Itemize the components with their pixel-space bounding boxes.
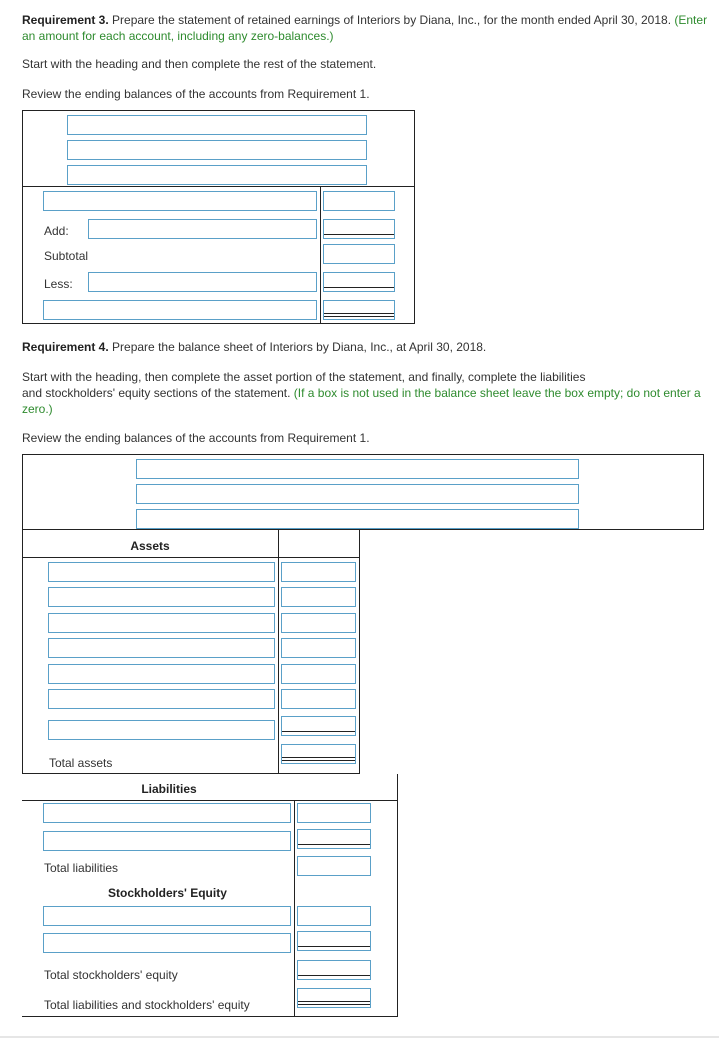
req3-title: Requirement 3. [22,13,109,27]
bs-equity-header: Stockholders' Equity [108,886,227,900]
re-subtotal-amount-input[interactable] [323,244,395,264]
bs-liabilities-right-border [397,774,398,1016]
bs-total-assets-label: Total assets [49,756,113,770]
bs-liabilities-header-divider [22,800,397,801]
bs-assets-header-divider [22,557,360,558]
bs-total-liabilities-label: Total liabilities [44,861,119,875]
req3-text: Prepare the statement of retained earnings of Interiors by Diana, Inc., for the month ended April 30, 2018. [108,13,672,27]
bs-equity-amount-input-1[interactable] [297,906,371,926]
bs-asset-amount-input-4[interactable] [281,638,356,658]
bs-assets-right-border [359,530,360,774]
re-add-account-input[interactable] [88,219,317,239]
req4-paragraph [22,340,486,355]
bs-liability-account-input-2[interactable] [43,831,291,851]
bs-liability-amount-input-2[interactable] [297,829,371,849]
req4-instruction-line2: and stockholders' equity sections of the statement. [22,386,291,400]
re-add-amount-input[interactable] [323,219,395,239]
re-beginning-amount-input[interactable] [323,191,395,211]
re-add-label: Add: [44,224,69,238]
bs-asset-account-input-7[interactable] [48,720,275,740]
bs-equity-amount-input-2[interactable] [297,931,371,951]
bs-asset-account-input-5[interactable] [48,664,275,684]
req3-review: Review the ending balances of the accounts from Requirement 1. [22,87,370,101]
bs-asset-amount-input-1[interactable] [281,562,356,582]
bs-equity-account-input-1[interactable] [43,906,291,926]
req3-instruction: Start with the heading and then complete the rest of the statement. [22,57,377,71]
re-heading-divider [22,186,415,187]
bs-assets-bottom-border [22,773,360,774]
bs-heading-statement-input[interactable] [136,484,579,504]
req4-instruction-line1: Start with the heading, then complete the asset portion of the statement, and finally, complete the liabilities [22,370,586,384]
bs-assets-header: Assets [130,539,170,553]
bs-liability-account-input-1[interactable] [43,803,291,823]
re-heading-date-input[interactable] [67,165,367,185]
req4-review: Review the ending balances of the accounts from Requirement 1. [22,431,370,445]
bs-asset-amount-input-5[interactable] [281,664,356,684]
re-less-label: Less: [44,277,73,291]
req3-paragraph [22,12,712,44]
bs-total-equity-label: Total stockholders' equity [44,968,178,982]
bs-asset-account-input-3[interactable] [48,613,275,633]
bs-asset-account-input-1[interactable] [48,562,275,582]
req4-title: Requirement 4. [22,340,109,354]
bs-total-assets-input[interactable] [281,744,356,764]
bs-asset-account-input-4[interactable] [48,638,275,658]
bs-asset-account-input-6[interactable] [48,689,275,709]
bs-heading-date-input[interactable] [136,509,579,529]
bs-asset-account-input-2[interactable] [48,587,275,607]
bs-total-liabilities-input[interactable] [297,856,371,876]
re-less-amount-input[interactable] [323,272,395,292]
re-beginning-account-input[interactable] [43,191,317,211]
bs-total-liab-equity-label: Total liabilities and stockholders' equity [44,998,250,1012]
bs-assets-column-divider [278,530,279,774]
re-subtotal-label: Subtotal [44,249,89,263]
req4-instruction [22,369,712,417]
bs-heading-company-input[interactable] [136,459,579,479]
re-ending-amount-input[interactable] [323,300,395,320]
re-heading-company-input[interactable] [67,115,367,135]
bs-liability-amount-input-1[interactable] [297,803,371,823]
bs-total-equity-input[interactable] [297,960,371,980]
re-column-divider [320,186,321,324]
bs-liabilities-header: Liabilities [141,782,197,796]
re-ending-account-input[interactable] [43,300,317,320]
req3-hint: (Enter an amount for each account, including any zero-balances.) [22,13,708,43]
bs-total-liab-equity-input[interactable] [297,988,371,1008]
bs-equity-account-input-2[interactable] [43,933,291,953]
bs-asset-amount-input-3[interactable] [281,613,356,633]
req4-text: Prepare the balance sheet of Interiors by Diana, Inc., at April 30, 2018. [108,340,487,354]
re-heading-statement-input[interactable] [67,140,367,160]
re-less-account-input[interactable] [88,272,317,292]
bs-liabilities-column-divider [294,800,295,1016]
bs-asset-amount-input-2[interactable] [281,587,356,607]
bs-liabilities-bottom-border [22,1016,398,1017]
bs-asset-amount-input-7[interactable] [281,716,356,736]
bs-assets-left-border [22,530,23,774]
bs-asset-amount-input-6[interactable] [281,689,356,709]
req4-hint: (If a box is not used in the balance sheet leave the box empty; do not enter a zero.) [22,386,701,416]
